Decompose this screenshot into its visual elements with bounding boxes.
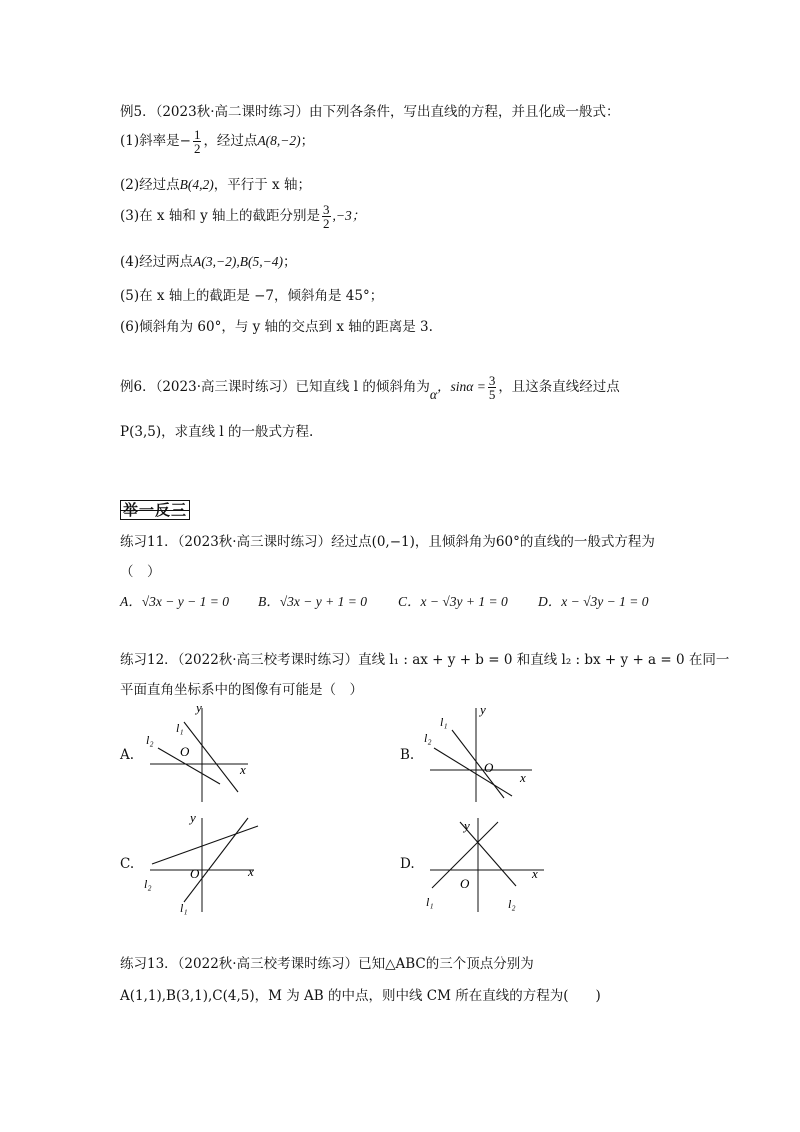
axis-x-label: x	[240, 762, 246, 777]
l1-label: l₁	[440, 715, 448, 729]
ex6-fraction	[488, 374, 497, 401]
p11-line-1: 练习11．（2023秋·高三课时练习）经过点(0,−1)，且倾斜角为60°的直线的一般式方程为	[120, 534, 655, 550]
ex6-sin: ，sinα =	[436, 379, 486, 394]
frac-den: 5	[488, 387, 496, 402]
ex5-c3-fraction	[322, 203, 331, 230]
frac-num: 3	[488, 373, 496, 388]
graph-label-b[interactable]: B.	[400, 747, 415, 763]
graph-a	[140, 700, 260, 805]
ex6-l1-pre: 例6．（2023·高三课时练习）已知直线 l 的倾斜角为	[120, 379, 430, 395]
p12-line-2: 平面直角坐标系中的图像有可能是（ ）	[120, 682, 363, 698]
axis-y-label: y	[196, 700, 202, 715]
axis-x-label: x	[520, 770, 526, 785]
l1-label: l₁	[176, 721, 184, 735]
ex6-alpha: α	[429, 387, 437, 402]
ex5-c3-end: ,−3；	[332, 208, 366, 223]
ex6-line-2: P(3,5)，求直线 l 的一般式方程.	[120, 424, 314, 440]
l2-label: l₂	[144, 877, 152, 891]
frac-den: 2	[323, 216, 330, 231]
ex5-c2-pre: (2)经过点	[120, 177, 180, 193]
ex5-cond-4	[120, 250, 296, 270]
ex5-c4-points: A(3,−2),B(5,−4)	[193, 254, 283, 269]
ex5-c1-mid: ，经过点	[203, 133, 258, 149]
ex5-cond-5: (5)在 x 轴上的截距是 −7，倾斜角是 45°；	[120, 288, 384, 304]
frac-den: 2	[193, 141, 201, 156]
ex5-cond-3	[120, 203, 365, 230]
graph-d	[420, 808, 550, 918]
origin-label: O	[190, 866, 200, 881]
ex6-line-1	[120, 374, 620, 401]
ex5-c1-point: A(8,−2)	[257, 133, 301, 148]
p11-line-2: （ ）	[120, 564, 161, 580]
origin-label: O	[180, 744, 190, 759]
graph-c	[140, 808, 270, 918]
ex5-head: 例5．（2023秋·高二课时练习）由下列各条件，写出直线的方程，并且化成一般式：	[120, 104, 620, 120]
p13-line-1: 练习13．（2022秋·高三校考课时练习）已知△ABC的三个顶点分别为	[120, 956, 534, 972]
ex5-c1-end: ；	[300, 133, 315, 149]
ex5-cond-2	[120, 173, 311, 193]
axis-x-label: x	[532, 866, 538, 881]
origin-label: O	[484, 760, 494, 775]
ex5-cond-1	[120, 128, 314, 155]
ex6-l1-end: ，且这条直线经过点	[498, 379, 620, 395]
p11-option-b[interactable]: B．√3x − y + 1 = 0	[258, 594, 367, 609]
origin-label: O	[460, 876, 470, 891]
p13-line-2: A(1,1),B(3,1),C(4,5)，M 为 AB 的中点，则中线 CM 所在直线的方程为( )	[120, 988, 601, 1004]
line-l2	[152, 826, 258, 864]
line-l1	[184, 722, 238, 792]
ex5-c4-end: ；	[282, 254, 297, 270]
ex5-c1-pre: (1)斜率是	[120, 133, 180, 149]
ex5-cond-6: (6)倾斜角为 60°，与 y 轴的交点到 x 轴的距离是 3.	[120, 319, 433, 335]
graph-label-a[interactable]: A.	[120, 747, 135, 763]
ex5-c1-fraction	[193, 128, 202, 155]
l1-label: l₁	[426, 895, 434, 909]
line-l1	[184, 818, 248, 902]
graph-label-d[interactable]: D.	[400, 856, 415, 872]
ex5-c3-pre: (3)在 x 轴和 y 轴上的截距分别是	[120, 208, 321, 224]
axis-y-label: y	[464, 818, 470, 833]
section-title: 举一反三	[120, 500, 190, 520]
line-l2	[434, 748, 512, 796]
frac-num: 1	[193, 127, 201, 142]
ex5-c1-sign: −	[179, 133, 191, 149]
ex5-c2-end: ，平行于 x 轴；	[213, 177, 311, 193]
p11-option-a[interactable]: A．√3x − y − 1 = 0	[120, 594, 229, 609]
graph-label-c[interactable]: C.	[120, 856, 135, 872]
l2-label: l₂	[146, 733, 154, 747]
ex5-c2-point: B(4,2)	[179, 177, 214, 192]
axis-y-label: y	[190, 810, 196, 825]
p11-option-d[interactable]: D．x − √3y − 1 = 0	[538, 594, 649, 609]
ex5-c4-pre: (4)经过两点	[120, 254, 194, 270]
p11-option-c[interactable]: C．x − √3y + 1 = 0	[398, 594, 508, 609]
axis-y-label: y	[480, 702, 486, 717]
p12-line-1: 练习12．（2022秋·高三校考课时练习）直线 l₁ : ax + y + b = 0 和直线 l₂ : bx + y + a = 0 在同一	[120, 652, 730, 668]
l2-label: l₂	[508, 897, 516, 911]
frac-num: 3	[323, 202, 330, 217]
axis-x-label: x	[248, 864, 254, 879]
l1-label: l₁	[180, 901, 188, 915]
graph-b	[420, 700, 540, 805]
l2-label: l₂	[424, 731, 432, 745]
